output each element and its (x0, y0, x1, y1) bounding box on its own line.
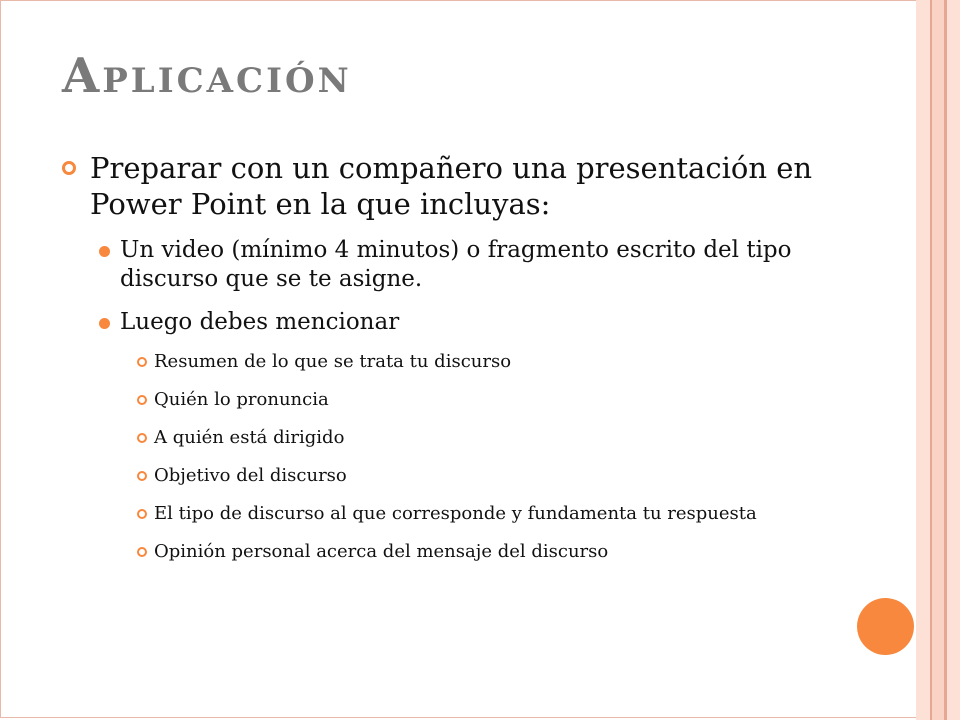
list-item-text: Resumen de lo que se trata tu discurso (154, 351, 512, 372)
list-item (62, 541, 852, 563)
decorative-stripe (947, 0, 960, 720)
ring-bullet-icon (137, 395, 147, 405)
dot-bullet-icon (99, 318, 110, 329)
list-item-text: El tipo de discurso al que corresponde y fundamenta tu respuesta (154, 503, 757, 524)
list-item-text: A quién está dirigido (154, 427, 345, 448)
ring-bullet-icon (137, 509, 147, 519)
ring-bullet-icon (62, 161, 76, 175)
main-bullet (62, 150, 852, 222)
dot-bullet-icon (99, 246, 110, 257)
decorative-circle (857, 598, 914, 655)
slide-title: Aplicación (62, 48, 352, 104)
main-bullet-text: Preparar con un compañero una presentación en Power Point en la que incluyas: (90, 151, 813, 221)
decorative-stripe (916, 0, 930, 720)
list-item (62, 351, 852, 373)
ring-bullet-icon (137, 471, 147, 481)
sub-bullet-text: Un video (mínimo 4 minutos) o fragmento escrito del tipo discurso que se te asigne. (120, 237, 792, 292)
sub-bullet-text: Luego debes mencionar (120, 309, 400, 335)
list-item (62, 465, 852, 487)
ring-bullet-icon (137, 547, 147, 557)
sub-bullet (62, 236, 852, 294)
sub-bullet (62, 308, 852, 337)
list-item (62, 427, 852, 449)
ring-bullet-icon (137, 433, 147, 443)
list-item-text: Objetivo del discurso (154, 465, 347, 486)
ring-bullet-icon (137, 357, 147, 367)
slide-body (62, 150, 852, 563)
list-item-text: Quién lo pronuncia (154, 389, 329, 410)
list-item-text: Opinión personal acerca del mensaje del discurso (154, 541, 609, 562)
list-item (62, 503, 852, 525)
decorative-stripe (932, 0, 944, 720)
list-item (62, 389, 852, 411)
